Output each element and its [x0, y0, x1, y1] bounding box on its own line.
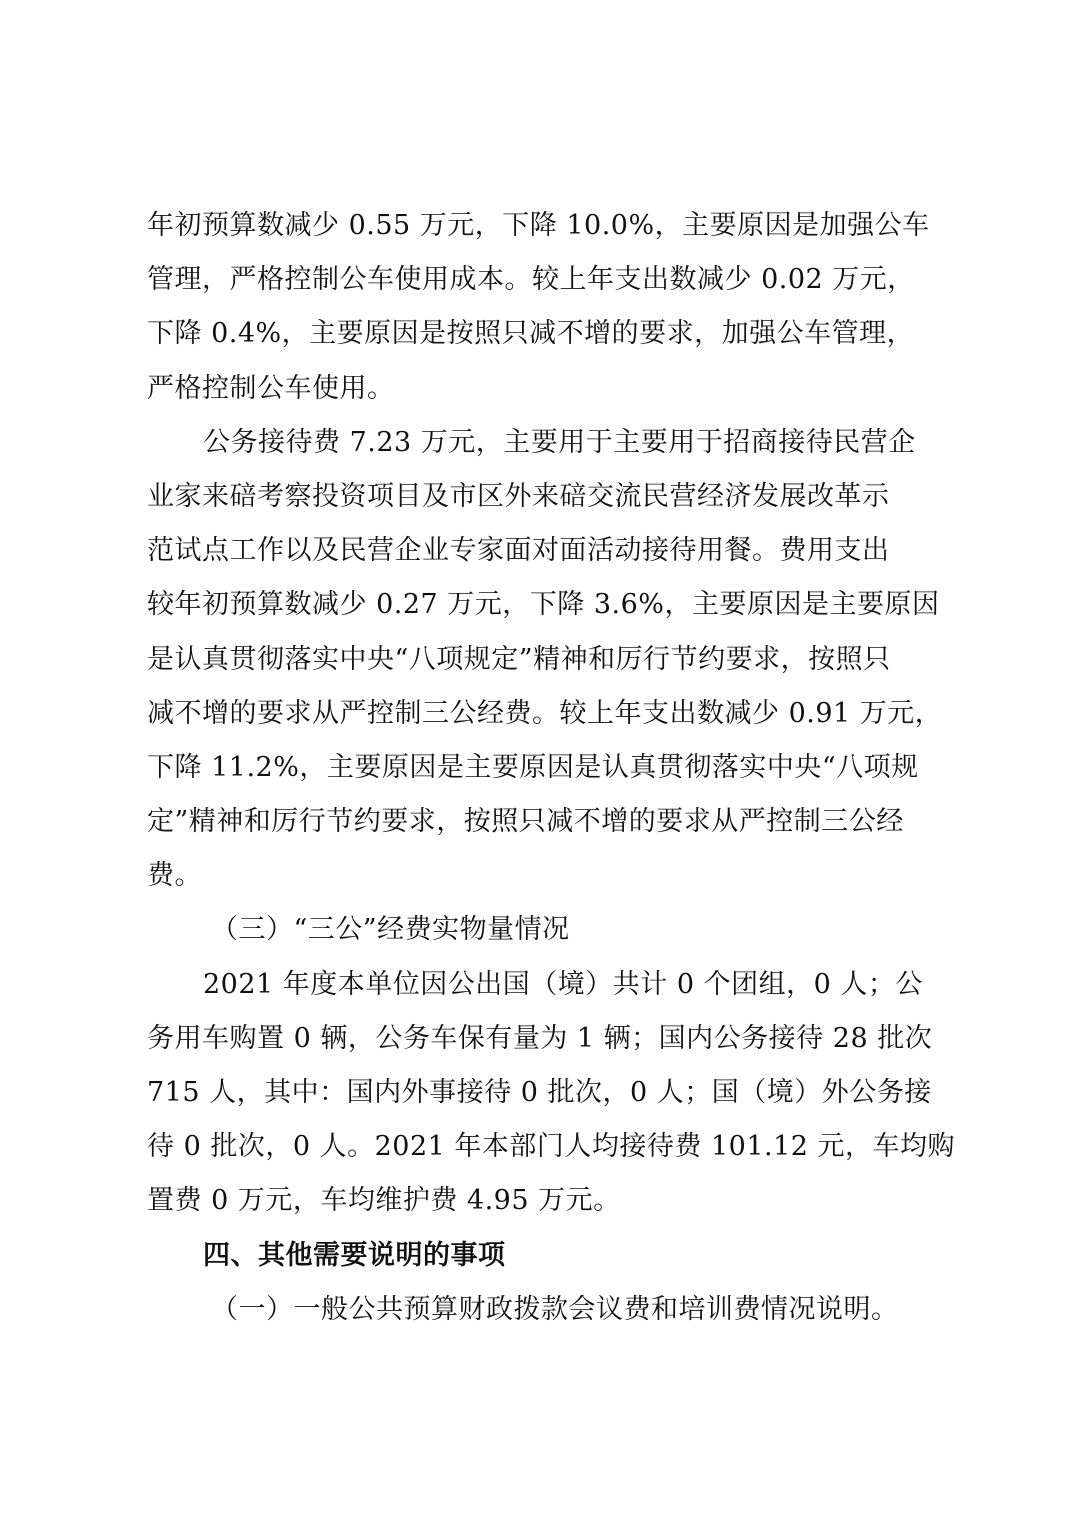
paragraph-line: 下降 11.2%，主要原因是主要原因是认真贯彻落实中央“八项规	[147, 751, 919, 783]
paragraph-line: 范试点工作以及民营企业专家面对面活动接待用餐。费用支出	[147, 535, 890, 567]
paragraph-line: 2021 年度本单位因公出国（境）共计 0 个团组，0 人；公	[203, 968, 923, 1000]
paragraph-line: 公务接待费 7.23 万元，主要用于主要用于招商接待民营企	[203, 426, 916, 458]
section-subheading: （一）一般公共预算财政拨款会议费和培训费情况说明。	[211, 1293, 899, 1325]
paragraph-line: 务用车购置 0 辆，公务车保有量为 1 辆；国内公务接待 28 批次	[147, 1022, 933, 1054]
section-heading: 四、其他需要说明的事项	[203, 1239, 506, 1271]
paragraph-line: 业家来碚考察投资项目及市区外来碚交流民营经济发展改革示	[147, 480, 890, 512]
paragraph-line: 定”精神和厉行节约要求，按照只减不增的要求从严控制三公经	[147, 806, 904, 838]
paragraph-line: 严格控制公车使用。	[147, 372, 395, 404]
paragraph-line: 下降 0.4%，主要原因是按照只减不增的要求，加强公车管理，	[147, 318, 915, 350]
section-subheading: （三）“三公”经费实物量情况	[211, 914, 570, 946]
paragraph-line: 待 0 批次，0 人。2021 年本部门人均接待费 101.12 元，车均购	[147, 1131, 956, 1163]
paragraph-line: 715 人，其中：国内外事接待 0 批次，0 人；国（境）外公务接	[147, 1077, 932, 1108]
paragraph-line: 管理，严格控制公车使用成本。较上年支出数减少 0.02 万元，	[147, 264, 915, 296]
document-body	[147, 199, 956, 1337]
paragraph-line: 费。	[147, 860, 202, 892]
paragraph-line: 是认真贯彻落实中央“八项规定”精神和厉行节约要求，按照只	[147, 643, 891, 675]
paragraph-line: 较年初预算数减少 0.27 万元，下降 3.6%，主要原因是主要原因	[147, 589, 940, 621]
paragraph-line: 年初预算数减少 0.55 万元，下降 10.0%，主要原因是加强公车	[147, 210, 930, 241]
paragraph-line: 减不增的要求从严控制三公经费。较上年支出数减少 0.91 万元，	[147, 697, 943, 729]
paragraph-line: 置费 0 万元，车均维护费 4.95 万元。	[147, 1185, 621, 1217]
